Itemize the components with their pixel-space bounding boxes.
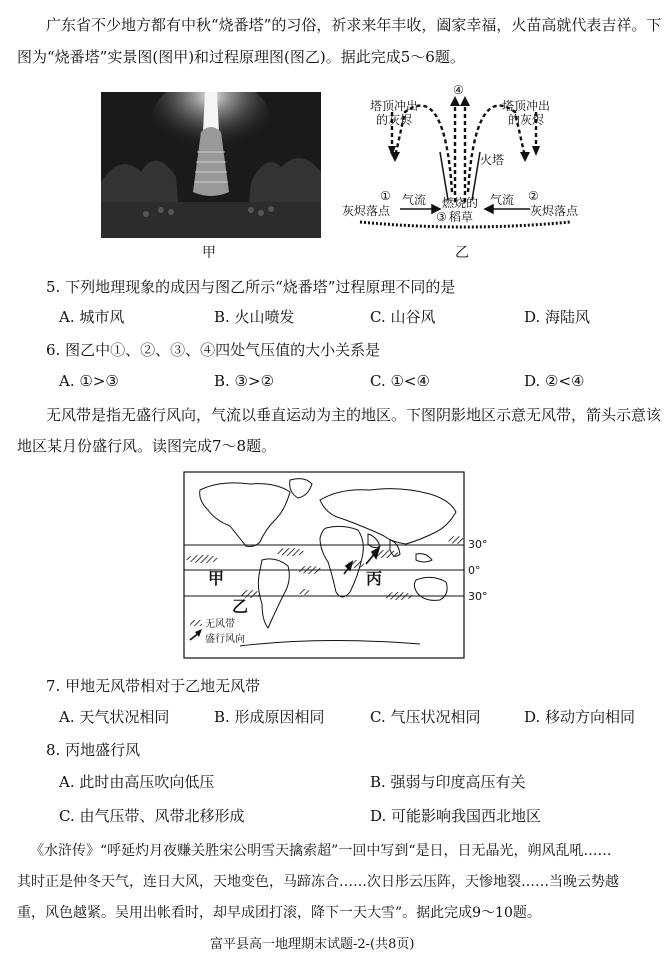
legend-wind: 盛行风向 — [205, 634, 245, 645]
q5-option-a[interactable]: A. 城市风 — [59, 308, 125, 326]
straw-label: 稻草 — [449, 210, 474, 224]
ash-fall-right: 灰烬落点 — [530, 204, 579, 218]
caption-yi: 乙 — [455, 245, 469, 261]
q6-option-b[interactable]: B. ③>② — [214, 372, 275, 390]
q8-option-c[interactable]: C. 由气压带、风带北移形成 — [59, 807, 245, 825]
q8-stem: 8. 丙地盛行风 — [46, 741, 141, 759]
q6-option-d[interactable]: D. ②<④ — [524, 372, 585, 390]
page-footer: 富平县高一地理期末试题-2-(共8页) — [210, 937, 415, 952]
q5-option-b[interactable]: B. 火山喷发 — [214, 308, 295, 326]
intro2-line2: 地区某月份盛行风。读图完成7～8题。 — [17, 437, 277, 455]
point-2: ② — [528, 189, 539, 203]
intro1-line1: 广东省不少地方都有中秋“烧番塔”的习俗，祈求来年丰收，阖家幸福，火苗高就代表吉祥。下 — [46, 16, 662, 34]
q6-option-a[interactable]: A. ①>③ — [59, 372, 119, 390]
q5-option-d[interactable]: D. 海陆风 — [524, 308, 591, 326]
point-4: ④ — [453, 83, 464, 97]
point-3: ③ — [436, 210, 447, 224]
intro2-line1: 无风带是指无盛行风向，气流以垂直运动为主的地区。下图阴影地区示意无风带，箭头示意该 — [46, 406, 662, 424]
q7-option-d[interactable]: D. 移动方向相同 — [524, 708, 636, 726]
burning-label: 燃烧的 — [442, 196, 479, 210]
q6-option-c[interactable]: C. ①<④ — [370, 372, 430, 390]
point-1: ① — [380, 189, 391, 203]
q5-stem: 5. 下列地理现象的成因与图乙所示“烧番塔”过程原理不同的是 — [46, 278, 456, 296]
region-yi: 乙 — [232, 597, 249, 616]
left-ash-line2: 的灰烬 — [376, 113, 413, 127]
ash-fall-left: 灰烬落点 — [342, 204, 391, 218]
q7-option-b[interactable]: B. 形成原因相同 — [214, 708, 325, 726]
right-ash-line2: 的灰烬 — [508, 113, 545, 127]
legend-doldrums: 无风带 — [205, 619, 235, 630]
tower-photo — [101, 92, 321, 238]
q8-option-a[interactable]: A. 此时由高压吹向低压 — [59, 773, 215, 791]
right-ash-line1: 塔顶冲出 — [502, 99, 551, 113]
intro3-line2: 其时正是仲冬天气，连日大风，天地变色，马蹄冻合……次日彤云压阵，天惨地裂……当晚云势越 — [17, 874, 619, 890]
lat-0: 0° — [468, 564, 481, 577]
tower-label: 火塔 — [480, 153, 505, 167]
left-ash-line1: 塔顶冲出 — [370, 99, 419, 113]
intro3-line1: 《水浒传》“呼延灼月夜赚关胜宋公明雪天擒索超”一回中写到“是日，日无晶光，朔风乱吼…… — [30, 843, 612, 859]
q7-option-c[interactable]: C. 气压状况相同 — [370, 708, 481, 726]
caption-jia: 甲 — [202, 245, 216, 261]
intro3-line3: 重，风色越紧。吴用出帐看时，却早成团打滚，降下一天大雪”。据此完成9～10题。 — [17, 905, 541, 921]
q6-stem: 6. 图乙中①、②、③、④四处气压值的大小关系是 — [46, 341, 381, 359]
tower-diagram — [340, 82, 590, 242]
lat-30n: 30° — [468, 538, 488, 551]
intro1-line2: 图为“烧番塔”实景图(图甲)和过程原理图(图乙)。据此完成5～6题。 — [17, 48, 465, 66]
airflow-right: 气流 — [490, 193, 515, 207]
region-bing: 丙 — [366, 569, 383, 588]
q7-stem: 7. 甲地无风带相对于乙地无风带 — [46, 677, 261, 695]
q7-option-a[interactable]: A. 天气状况相同 — [59, 708, 170, 726]
q8-option-b[interactable]: B. 强弱与印度高压有关 — [370, 773, 526, 791]
q5-option-c[interactable]: C. 山谷风 — [370, 308, 436, 326]
airflow-left: 气流 — [402, 193, 427, 207]
lat-30s: 30° — [468, 590, 488, 603]
region-jia: 甲 — [208, 569, 225, 588]
q8-option-d[interactable]: D. 可能影响我国西北地区 — [370, 807, 542, 825]
world-map — [180, 470, 500, 662]
